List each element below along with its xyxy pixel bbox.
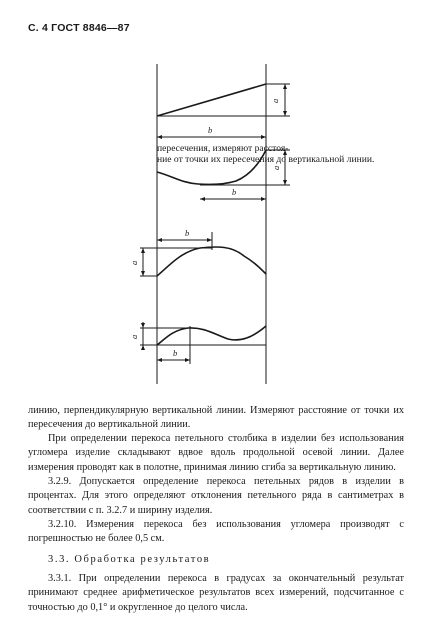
fig4-label-a: a	[129, 334, 139, 339]
interline-text-line: ние от точки их пересечения до вертикальной линии.	[157, 154, 375, 165]
section-heading-3-3: 3.3. Обработка результатов	[48, 554, 211, 565]
page-header: С. 4 ГОСТ 8846—87	[28, 22, 130, 34]
paragraph-continuation: линию, перпендикулярную вертикальной линии. Измеряют расстояние от точки их пересечения до вертикальной линии.	[28, 405, 404, 431]
paragraph-3-2-10: 3.2.10. Измерения перекоса без использования угломера производят с погрешностью не более 0,5 см.	[28, 519, 404, 545]
interline-text-line: пересечения, измеряют расстоя-	[157, 143, 289, 154]
paragraph-3-3-1: 3.3.1. При определении перекоса в градусах за окончательный результат принимают среднее арифметическое результатов всех измерений, подсчитанное с точностью до 0,1° и округленное до целого числа.	[28, 573, 404, 613]
fig4-label-b: b	[173, 348, 178, 358]
fig3-label-a: a	[129, 260, 139, 265]
fig4-curve	[157, 326, 266, 345]
fig1-skew-line	[157, 84, 266, 116]
paragraph-3-2-9: 3.2.9. Допускается определение перекоса петельных рядов в изделии в процентах. Для этого определяют отклонения петельного ряда в сантиметрах в соответствии с п. 3.2.7 и ширину изделия.	[28, 476, 404, 516]
fig3-curve	[157, 247, 266, 276]
fig3-label-b: b	[185, 228, 190, 238]
paragraph-fold-method: При определении перекоса петельного столбика в изделии без использования угломера изделие складывают вдвое вдоль продольной осевой линии. Далее измерения проводят как в полотне, принимая линию сгиба за вертикальную линию.	[28, 433, 404, 473]
fig1-label-a: a	[270, 98, 280, 103]
fig2-label-b: b	[232, 187, 237, 197]
fig2-label-a: a	[271, 165, 281, 170]
fig1-label-b: b	[208, 125, 213, 135]
